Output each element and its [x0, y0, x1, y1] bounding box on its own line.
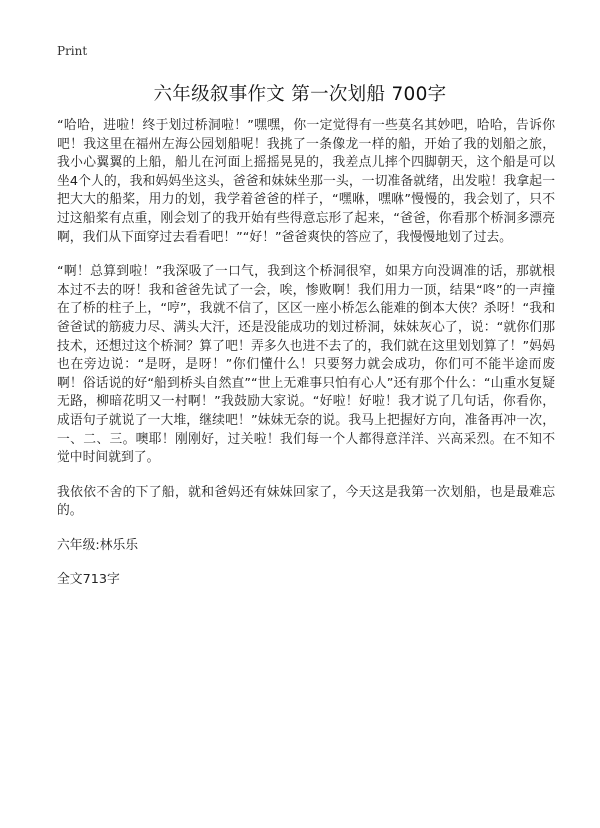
paragraph-3: 我依依不舍的下了船，就和爸妈还有妹妹回家了，今天这是我第一次划船，也是最难忘的。 [57, 484, 555, 519]
word-count: 全文713字 [57, 572, 120, 588]
print-link[interactable]: Print [57, 44, 88, 58]
article-body [57, 117, 555, 606]
author-line: 六年级:林乐乐 [57, 537, 139, 553]
paragraph-2: “啊！总算到啦！”我深吸了一口气，我到这个桥洞很窄，如果方向没调准的话，那就根本过不去的呀！我和爸爸先试了一会，唉，惨败啊！我们用力一顶，结果“咚”的一声撞在了桥的柱子上，“哼”，我就不信了，区区一座小桥怎么能难的倒本大侠？杀呀！“我和爸爸试的筋疲力尽、满头大汗，还是没能成功的划过桥洞，妹妹灰心了，说：“就你们那技术，还想过这个桥洞？算了吧！弄多久也进不去了的，我们就在这里划划算了！”妈妈也在旁边说：“是呀，是呀！”你们懂什么！只要努力就会成功，你们可不能半途而废啊！俗话说的好“船到桥头自然直”“世上无难事只怕有心人”还有那个什么：“山重水复疑无路，柳暗花明又一村啊！”我鼓励大家说。“好啦！好啦！我才说了几句话，你看你，成语句子就说了一大堆，继续吧！”妹妹无奈的说。我马上把握好方向，准备再冲一次，一、二、三。噢耶！刚刚好，过关啦！我们每一个人都得意洋洋、兴高采烈。在不知不觉中时间就到了。 [57, 264, 555, 466]
paragraph-1: “哈哈，进啦！终于划过桥洞啦！”嘿嘿，你一定觉得有一些莫名其妙吧，哈哈，告诉你吧！我这里在福州左海公园划船呢！我挑了一条像龙一样的船，开始了我的划船之旅，我小心翼翼的上船，船儿在河面上摇摇晃晃的，我差点儿摔个四脚朝天，这个船是可以坐4个人的，我和妈妈坐这头，爸爸和妹妹坐那一头，一切准备就绪，出发啦！我拿起一把大大的船桨，用力的划，我学着爸爸的样子，“嘿咻，嘿咻”慢慢的，我会划了，只不过这船桨有点重，刚会划了的我开始有些得意忘形了起来，“爸爸，你看那个桥洞多漂亮啊，我们从下面穿过去看看吧！”“好！”爸爸爽快的答应了，我慢慢地划了过去。 [57, 118, 555, 245]
article-title: 六年级叙事作文 第一次划船 700字 [153, 84, 447, 105]
